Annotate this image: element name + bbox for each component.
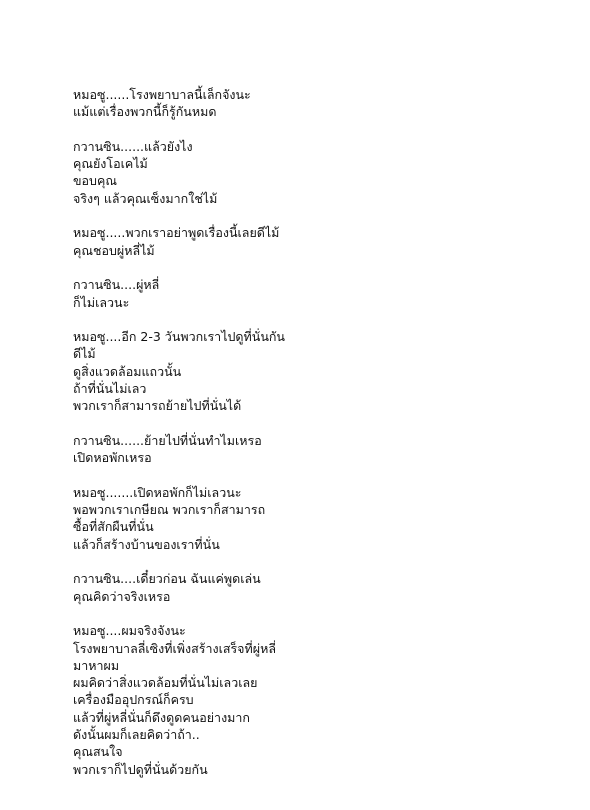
text-line: คุณยังโอเคไม้ bbox=[73, 156, 148, 172]
text-line: เปิดหอพักเหรอ bbox=[73, 450, 152, 466]
paragraph-2 bbox=[73, 138, 553, 207]
text-line: เครื่องมืออุปกรณ์ก็ครบ bbox=[73, 692, 194, 708]
text-line: กวานซิน....เดี๋ยวก่อน ฉันแค่พูดเล่น bbox=[73, 571, 261, 587]
paragraph-8 bbox=[73, 570, 553, 605]
text-line: หมอซู......โรงพยาบาลนี้เล็กจังนะ bbox=[73, 87, 251, 102]
text-line: ผมคิดว่าสิ่งแวดล้อมที่นั่นไม่เลวเลย bbox=[73, 675, 258, 691]
paragraph-7 bbox=[73, 484, 553, 553]
text-line: ซื้อที่สักผืนที่นั่น bbox=[73, 519, 154, 535]
text-line: แม้แต่เรื่องพวกนี้ก็รู้กันหมด bbox=[73, 104, 217, 120]
text-line: โรงพยาบาลลี่เซิงที่เพิ่งสร้างเสร็จที่ผู่หลี่ bbox=[73, 640, 276, 656]
paragraph-3 bbox=[73, 224, 553, 259]
text-line: กวานซิน......ย้ายไปที่นั่นทำไมเหรอ bbox=[73, 432, 262, 448]
text-line: พอพวกเราเกษียณ พวกเราก็สามารถ bbox=[73, 502, 266, 518]
paragraph-5 bbox=[73, 328, 553, 414]
text-line: คุณชอบผู่หลี่ไม้ bbox=[73, 242, 155, 258]
text-line: ดังนั้นผมก็เลยคิดว่าถ้า.. bbox=[73, 726, 200, 742]
text-line: มาหาผม bbox=[73, 657, 120, 673]
text-line: กวานซิน......แล้วยังไง bbox=[73, 138, 193, 154]
text-line: ก็ไม่เลวนะ bbox=[73, 294, 130, 310]
text-line: ถ้าที่นั่นไม่เลว bbox=[73, 381, 147, 397]
paragraph-6 bbox=[73, 432, 553, 467]
text-line: พวกเราก็ไปดูที่นั่นด้วยกัน bbox=[73, 761, 208, 777]
text-line: คุณคิดว่าจริงเหรอ bbox=[73, 588, 171, 604]
text-line: หมอซู.....พวกเราอย่าพูดเรื่องนี้เลยดีไม้ bbox=[73, 225, 280, 241]
text-line: แล้วที่ผู่หลี่นั่นก็ดึงดูดคนอย่างมาก bbox=[73, 709, 251, 725]
text-line: ดีไม้ bbox=[73, 346, 96, 362]
paragraph-4 bbox=[73, 276, 553, 311]
text-line: ดูสิ่งแวดล้อมแถวนั้น bbox=[73, 363, 182, 379]
text-line: หมอซู....อีก 2-3 วันพวกเราไปดูที่นั่นกัน bbox=[73, 329, 285, 345]
text-line: แล้วก็สร้างบ้านของเราที่นั่น bbox=[73, 536, 220, 552]
text-line: จริงๆ แล้วคุณเซ็งมากใช่ไม้ bbox=[73, 190, 218, 206]
text-line: พวกเราก็สามารถย้ายไปที่นั่นได้ bbox=[73, 398, 242, 414]
text-line: หมอซู....ผมจริงจังนะ bbox=[73, 623, 186, 639]
text-line: ขอบคุณ bbox=[73, 173, 117, 189]
dialogue-text bbox=[73, 86, 553, 795]
text-line: คุณสนใจ bbox=[73, 744, 123, 760]
text-line: หมอซู.......เปิดหอพักก็ไม่เลวนะ bbox=[73, 484, 242, 500]
paragraph-1 bbox=[73, 86, 553, 121]
paragraph-9 bbox=[73, 622, 553, 778]
text-line: กวานซิน....ผู่หลี่ bbox=[73, 277, 160, 293]
